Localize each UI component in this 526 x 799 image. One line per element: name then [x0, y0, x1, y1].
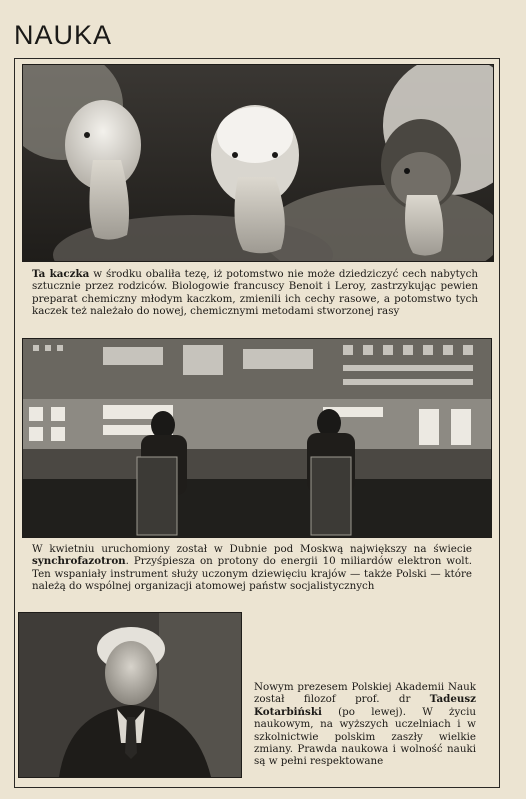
synchrophasotron-caption-post: . Przyśpiesza on protony do energii 10 miliardów elektron wolt. Ten wspaniały instrument służy uczonym dziewięciu krajów — także Polski — które należą do wspólnej organizacji atomowej państw socjalistycznych — [32, 555, 472, 593]
kotarbinski-caption — [254, 681, 476, 768]
kotarbinski-portrait-photo — [18, 612, 242, 778]
ducks-caption-body: w środku obaliła tezę, iż potomstwo nie może dziedziczyć cech nabytych sztucznie przez rodziców. Biologowie francuscy Benoit i Leroy, zastrzykując pewien preparat chemiczny młodym kaczkom, zmienili ich cechy rasowe, a potomstwo tych kaczek też należało do nowej, chemicznymi metodami stworzonej rasy — [32, 268, 478, 318]
ducks-illustration — [23, 65, 493, 261]
section-title: NAUKA — [14, 20, 113, 50]
kotarbinski-caption-emphasis: Tadeusz Kotarbiński — [254, 693, 476, 718]
ducks-caption-lead: Ta kaczka — [32, 268, 90, 280]
portrait-illustration — [19, 613, 241, 777]
synchrophasotron-caption — [32, 543, 472, 593]
synchrophasotron-control-room-photo — [22, 338, 492, 538]
ducks-photo — [22, 64, 494, 262]
kotarbinski-caption-post: (po lewej). W życiu naukowym, na wyższych uczelniach i w szkolnictwie polskim zaszły wielkie zmiany. Prawda naukowa i wolność nauki są w pełni respektowane — [254, 705, 476, 768]
kotarbinski-caption-pre: Nowym prezesem Polskiej Akademii Nauk został filozof prof. dr — [254, 681, 476, 706]
synchrophasotron-caption-pre: W kwietniu uruchomiony został w Dubnie pod Moskwą największy na świecie — [32, 543, 472, 555]
synchrophasotron-caption-emphasis: synchrofazotron — [32, 555, 126, 568]
control-room-illustration — [23, 339, 491, 537]
ducks-caption — [32, 268, 478, 318]
